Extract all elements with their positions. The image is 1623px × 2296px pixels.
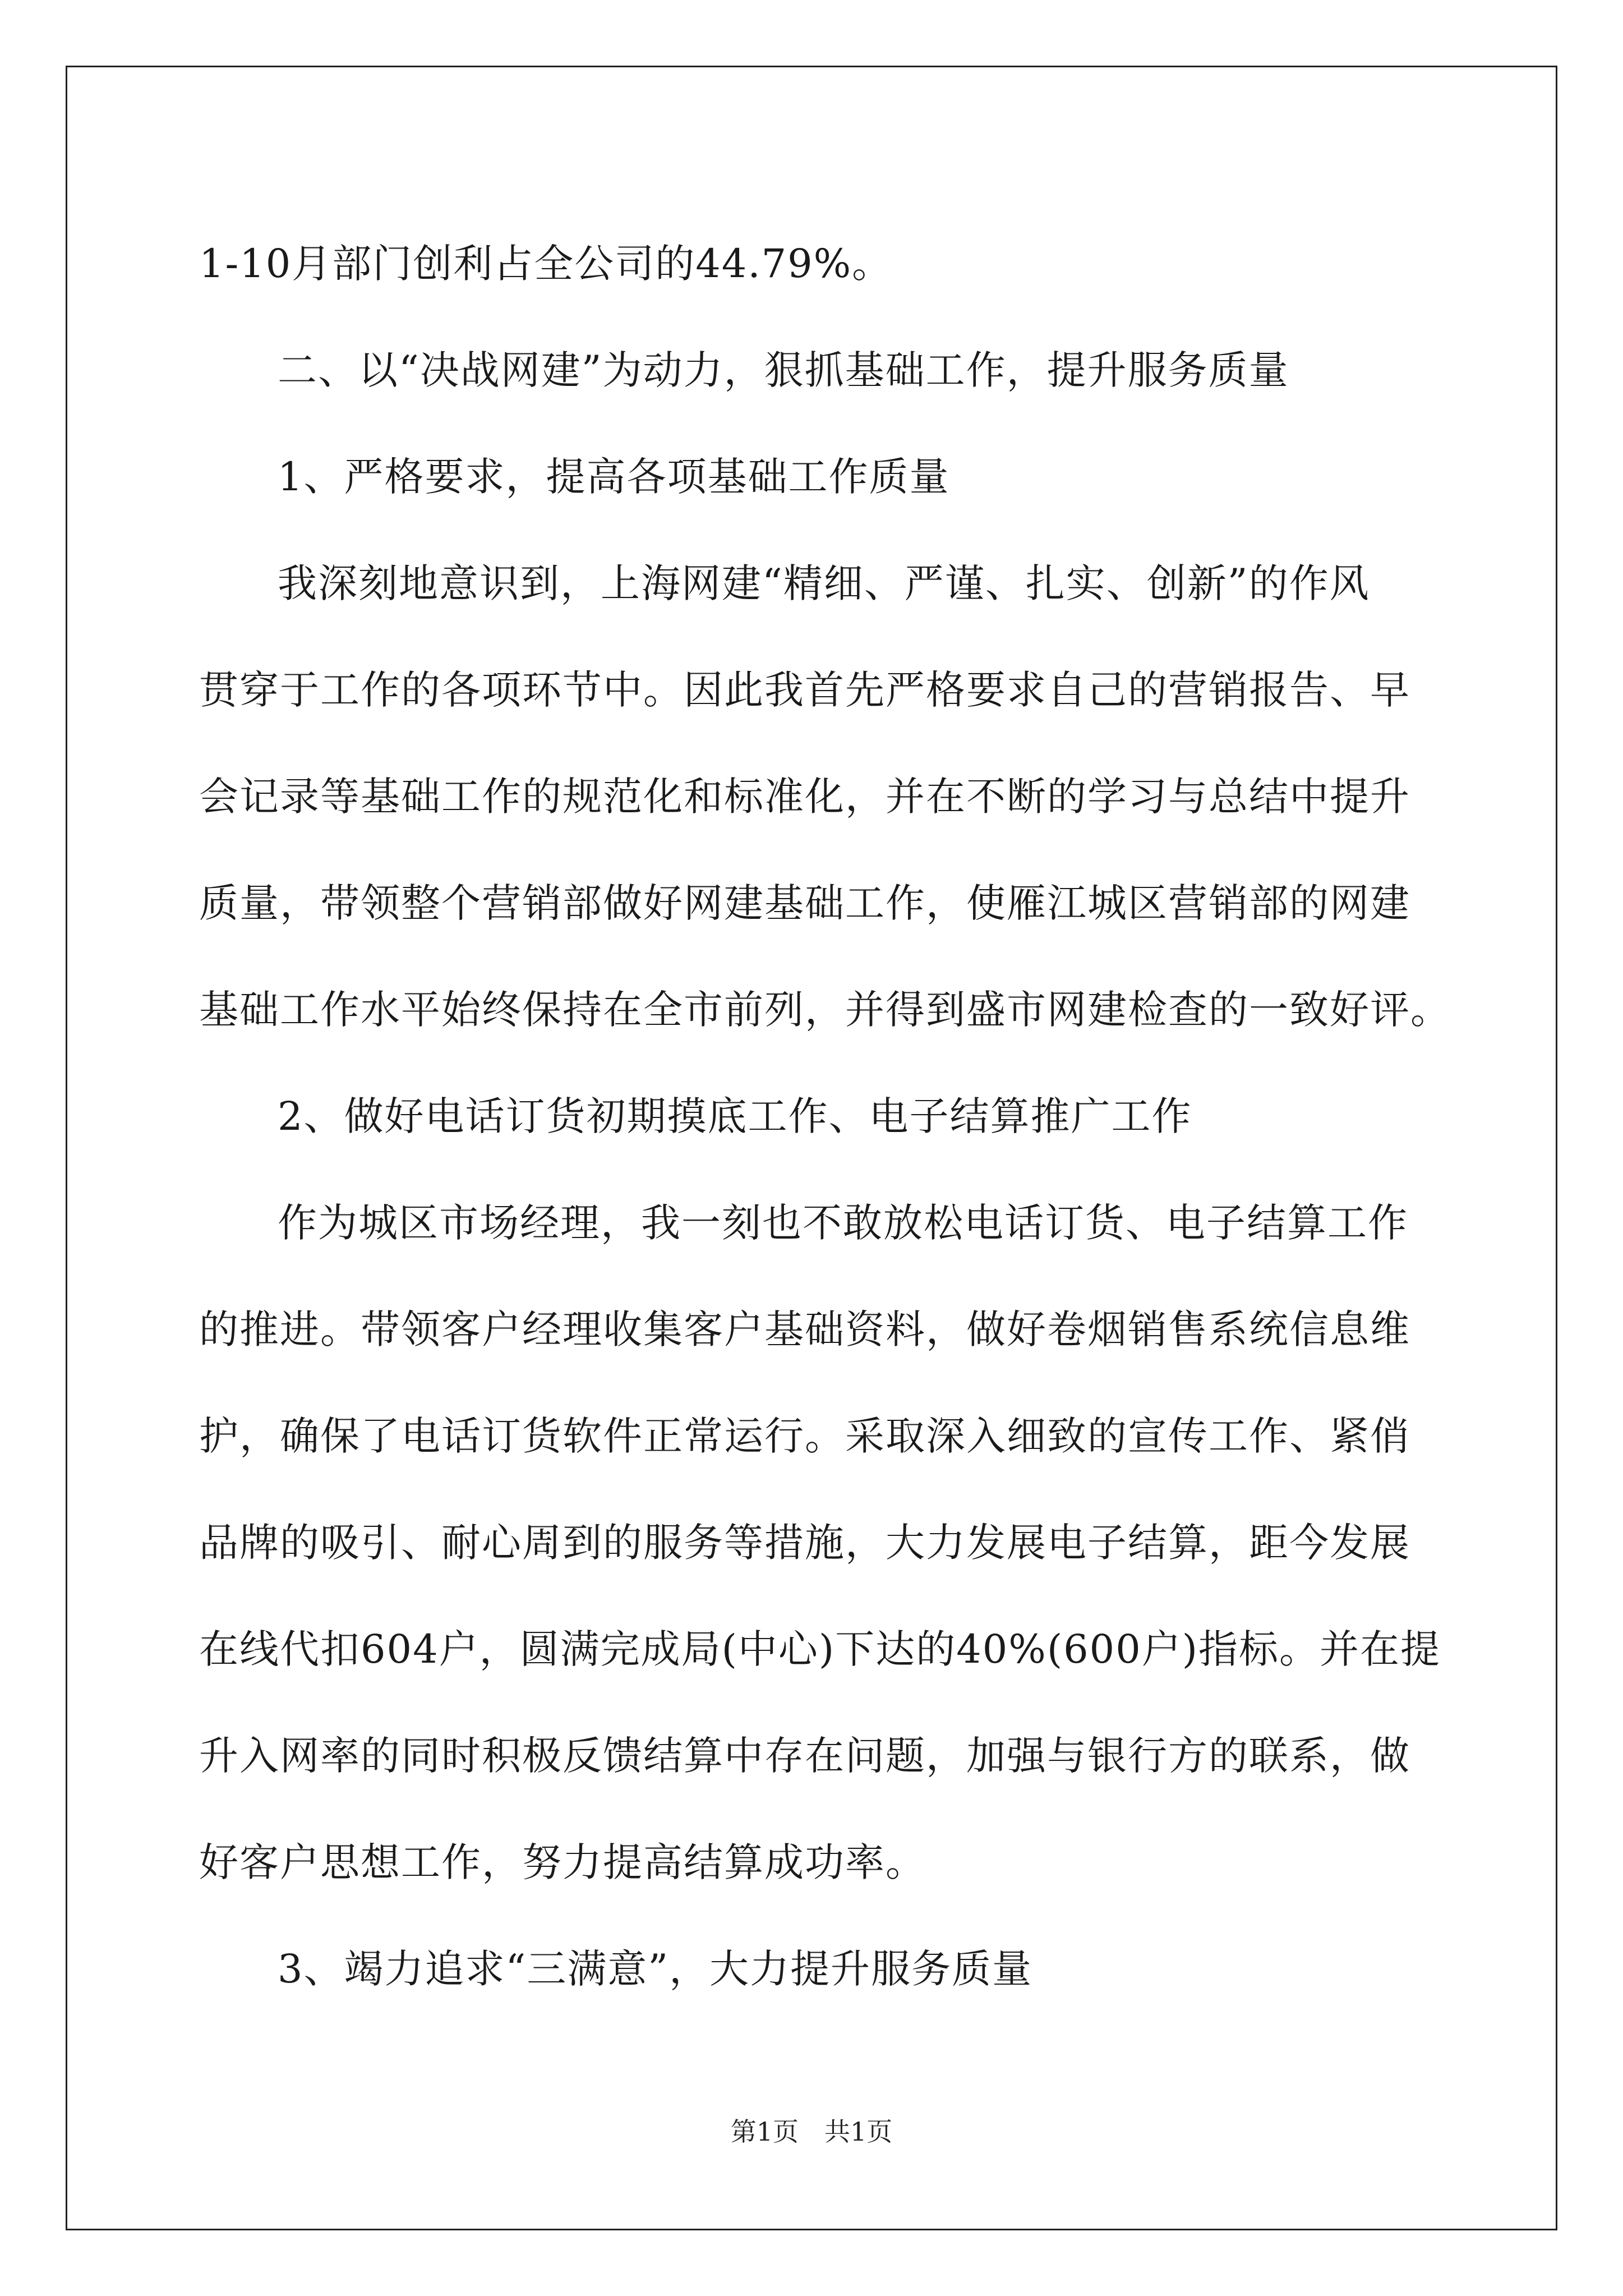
document-body: [199, 210, 1451, 2022]
text-line: 升入网率的同时积极反馈结算中存在问题，加强与银行方的联系，做: [199, 1733, 1410, 1779]
text-line: 质量，带领整个营销部做好网建基础工作，使雁江城区营销部的网建: [199, 880, 1410, 926]
text-line: 贯穿于工作的各项环节中。因此我首先严格要求自己的营销报告、早: [199, 667, 1410, 713]
text-line: 护，确保了电话订货软件正常运行。采取深入细致的宣传工作、紧俏: [199, 1413, 1410, 1459]
page-footer: [0, 2115, 1623, 2148]
text-line: 我深刻地意识到，上海网建“精细、严谨、扎实、创新”的作风: [278, 560, 1370, 606]
text-line: 好客户思想工作，努力提高结算成功率。: [199, 1839, 926, 1885]
page-number-label: 第1页 共1页: [730, 2116, 893, 2147]
subsection-heading: 3、竭力追求“三满意”，大力提升服务质量: [278, 1946, 1033, 1992]
section-heading: 二、以“决战网建”为动力，狠抓基础工作，提升服务质量: [278, 347, 1289, 393]
text-line: 1-10月部门创利占全公司的44.79%。: [199, 241, 893, 287]
text-line: 品牌的吸引、耐心周到的服务等措施，大力发展电子结算，距今发展: [199, 1520, 1410, 1566]
subsection-heading: 1、严格要求，提高各项基础工作质量: [278, 454, 950, 500]
text-line: 的推进。带领客户经理收集客户基础资料，做好卷烟销售系统信息维: [199, 1306, 1410, 1352]
text-line: 会记录等基础工作的规范化和标准化，并在不断的学习与总结中提升: [199, 774, 1410, 820]
subsection-heading: 2、做好电话订货初期摸底工作、电子结算推广工作: [278, 1093, 1192, 1139]
text-line: 在线代扣604户，圆满完成局(中心)下达的40%(600户)指标。并在提: [199, 1626, 1441, 1672]
text-line: 作为城区市场经理，我一刻也不敢放松电话订货、电子结算工作: [278, 1200, 1408, 1246]
text-line: 基础工作水平始终保持在全市前列，并得到盛市网建检查的一致好评。: [199, 987, 1451, 1033]
